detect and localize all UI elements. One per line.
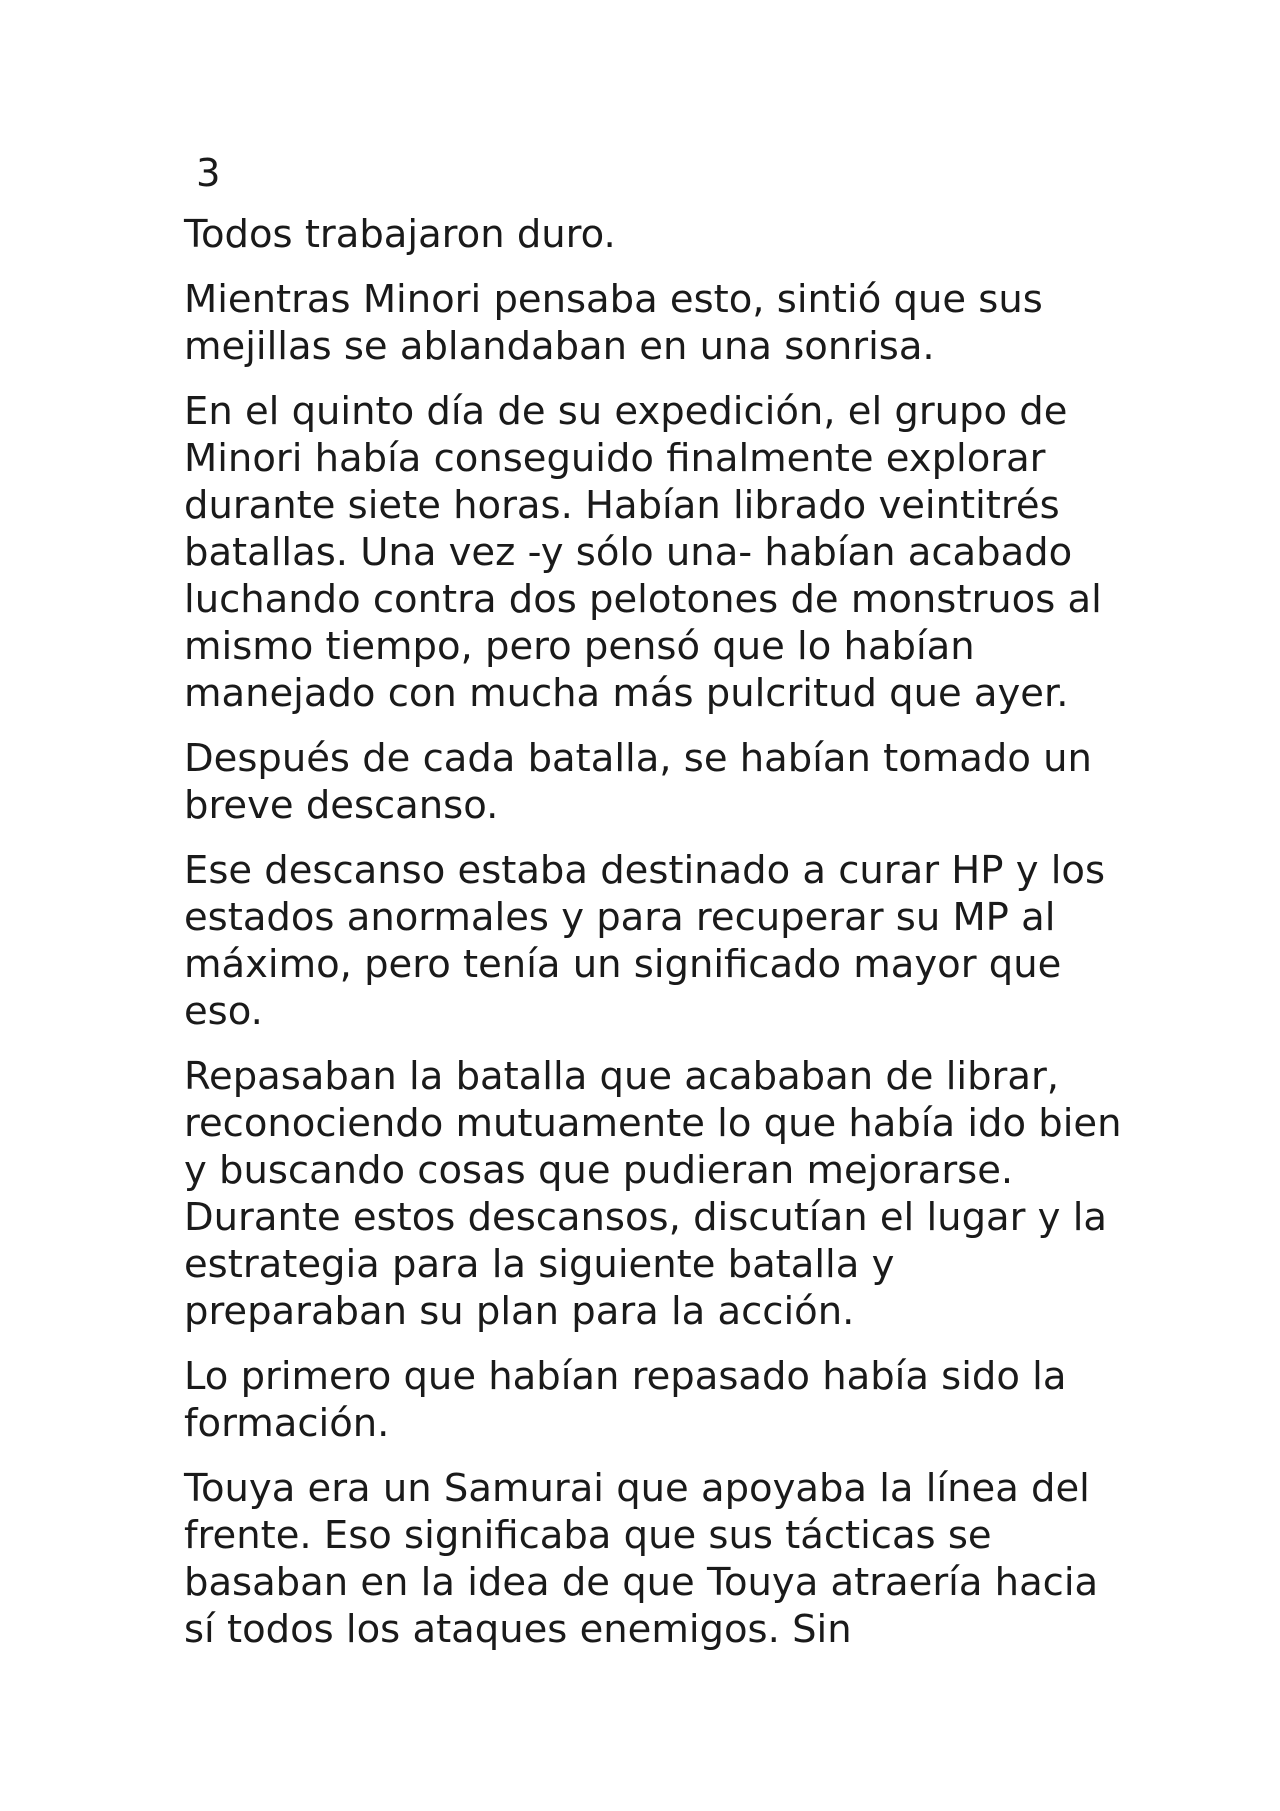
- chapter-number: 3: [196, 151, 221, 196]
- paragraph: Todos trabajaron duro.: [184, 212, 616, 257]
- paragraph: En el quinto día de su expedición, el grupo de Minori había conseguido finalmente explorar durante siete horas. Habían librado veintitrés batallas. Una vez -y sólo una- habían acabado luchando contra dos pelotones de monstruos al mismo tiempo, pero pensó que lo habían manejado con mucha más pulcritud que ayer.: [184, 389, 1102, 716]
- paragraph: Repasaban la batalla que acababan de librar, reconociendo mutuamente lo que había ido bien y buscando cosas que pudieran mejorarse. Durante estos descansos, discutían el lugar y la estrategia para la siguiente batalla y preparaban su plan para la acción.: [184, 1054, 1122, 1334]
- paragraph: Touya era un Samurai que apoyaba la línea del frente. Eso significaba que sus tácticas se basaban en la idea de que Touya atraería hacia sí todos los ataques enemigos. Sin: [184, 1466, 1099, 1652]
- paragraph: Lo primero que habían repasado había sido la formación.: [184, 1354, 1067, 1446]
- document-page: [184, 150, 1124, 1653]
- paragraph: Después de cada batalla, se habían tomado un breve descanso.: [184, 736, 1092, 828]
- paragraph: Ese descanso estaba destinado a curar HP y los estados anormales y para recuperar su MP al máximo, pero tenía un significado mayor que eso.: [184, 848, 1106, 1034]
- paragraph: Mientras Minori pensaba esto, sintió que sus mejillas se ablandaban en una sonrisa.: [184, 277, 1043, 369]
